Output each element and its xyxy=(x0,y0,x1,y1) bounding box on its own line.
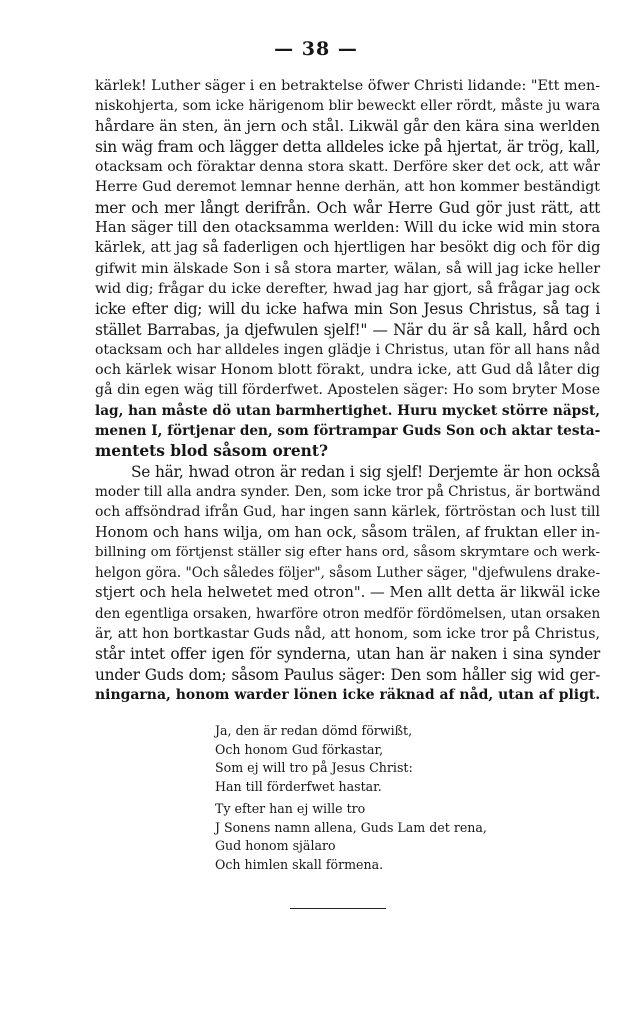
text-line: kärlek! Luther säger i en betraktelse öfwer Christi lidande: "Ett men- xyxy=(95,78,601,94)
text-line: gifwit min älskade Son i så stora marter, wälan, så will jag icke heller xyxy=(95,260,601,277)
text-line: står intet offer igen för synderna, utan han är naken i sina synder xyxy=(95,645,600,664)
poem-line: Som ej will tro på Jesus Christ: xyxy=(215,760,413,775)
poem-line: Gud honom själaro xyxy=(215,838,336,853)
end-divider xyxy=(290,908,386,909)
poem-line: Ty efter han ej wille tro xyxy=(215,801,366,816)
paragraph-2 xyxy=(95,462,600,706)
poem-stanza-1 xyxy=(215,722,515,796)
text-line: Herre Gud deremot lemnar henne derhän, att hon kommer beständigt xyxy=(95,179,600,196)
text-line: icke efter dig; will du icke hafwa min Son Jesus Christus, så tag i xyxy=(95,300,600,319)
poem-line: Ja, den är redan dömd förwißt, xyxy=(215,723,413,738)
page-number: — 38 — xyxy=(274,38,358,60)
poem-line: Och honom Gud förkastar, xyxy=(215,741,384,757)
text-line: billning om förtjenst ställer sig efter hans ord, såsom skrymtare och werk- xyxy=(95,544,600,560)
poem-line: Han till förderfwet hastar. xyxy=(215,778,382,794)
paragraph-1 xyxy=(95,76,600,462)
text-line: och kärlek wisar Honom blott förakt, undra icke, att Gud då låter dig xyxy=(95,362,601,379)
text-line: lag, han måste dö utan barmhertighet. Huru mycket större näpst, xyxy=(95,402,601,419)
text-line: kärlek, att jag så faderligen och hjertligen har besökt dig och för dig xyxy=(95,240,601,257)
text-line: är, att hon bortkastar Guds nåd, att honom, som icke tror på Christus, xyxy=(95,626,600,643)
text-line: stjert och hela helwetet med otron". — Men allt detta är likwäl icke xyxy=(95,584,601,602)
main-text xyxy=(95,76,600,705)
text-line: den egentliga orsaken, hwarföre otron medför fördömelsen, utan orsaken xyxy=(95,605,601,622)
text-line: och affsöndrad ifrån Gud, har ingen sann kärlek, förtröstan och lust till xyxy=(95,504,600,521)
text-line: otacksam och föraktar denna stora skatt. Derföre sker det ock, att wår xyxy=(95,159,601,176)
text-line: helgon göra. "Och således följer", såsom Luther säger, "djefwulens drake- xyxy=(95,565,601,582)
text-line: stället Barrabas, ja djefwulen sjelf!" — När du är så kall, hård och xyxy=(95,320,600,339)
text-line: under Guds dom; såsom Paulus säger: Den som håller sig wid ger- xyxy=(95,665,600,684)
text-line: sin wäg fram och lägger detta alldeles icke på hjertat, är trög, kall, xyxy=(95,137,600,156)
text-line: Han säger till den otacksamma werlden: Will du icke wid min stora xyxy=(95,219,601,237)
text-line: mer och mer långt derifrån. Och wår Herre Gud gör just rätt, att xyxy=(95,198,600,217)
text-line: niskohjerta, som icke härigenom blir beweckt eller rördt, måste ju wara xyxy=(95,98,601,115)
text-line: gå din egen wäg till förderfwet. Apostelen säger: Ho som bryter Mose xyxy=(95,382,601,399)
text-line: mentets blod såsom orent? xyxy=(95,442,328,461)
text-line: ningarna, honom warder lönen icke räknad af nåd, utan af pligt. xyxy=(95,686,601,703)
text-line: moder till alla andra synder. Den, som icke tror på Christus, är bortwänd xyxy=(95,483,601,500)
text-line: Se här, hwad otron är redan i sig sjelf! Derjemte är hon också xyxy=(131,462,600,481)
poem-line: J Sonens namn allena, Guds Lam det rena, xyxy=(215,819,487,835)
poem-stanza-2 xyxy=(215,800,515,874)
text-line: wid dig; frågar du icke derefter, hwad jag har gjort, så frågar jag ock xyxy=(95,280,600,297)
text-line: menen I, förtjenar den, som förtrampar Guds Son och aktar testa- xyxy=(95,423,601,440)
text-line: otacksam och har alldeles ingen glädje i Christus, utan för all hans nåd xyxy=(95,341,601,358)
poem-line: Och himlen skall förmena. xyxy=(215,856,384,872)
text-line: hårdare än sten, än jern och stål. Likwäl går den kära sina werlden xyxy=(95,117,600,135)
text-line: Honom och hans wilja, om han ock, såsom trälen, af fruktan eller in- xyxy=(95,524,601,541)
